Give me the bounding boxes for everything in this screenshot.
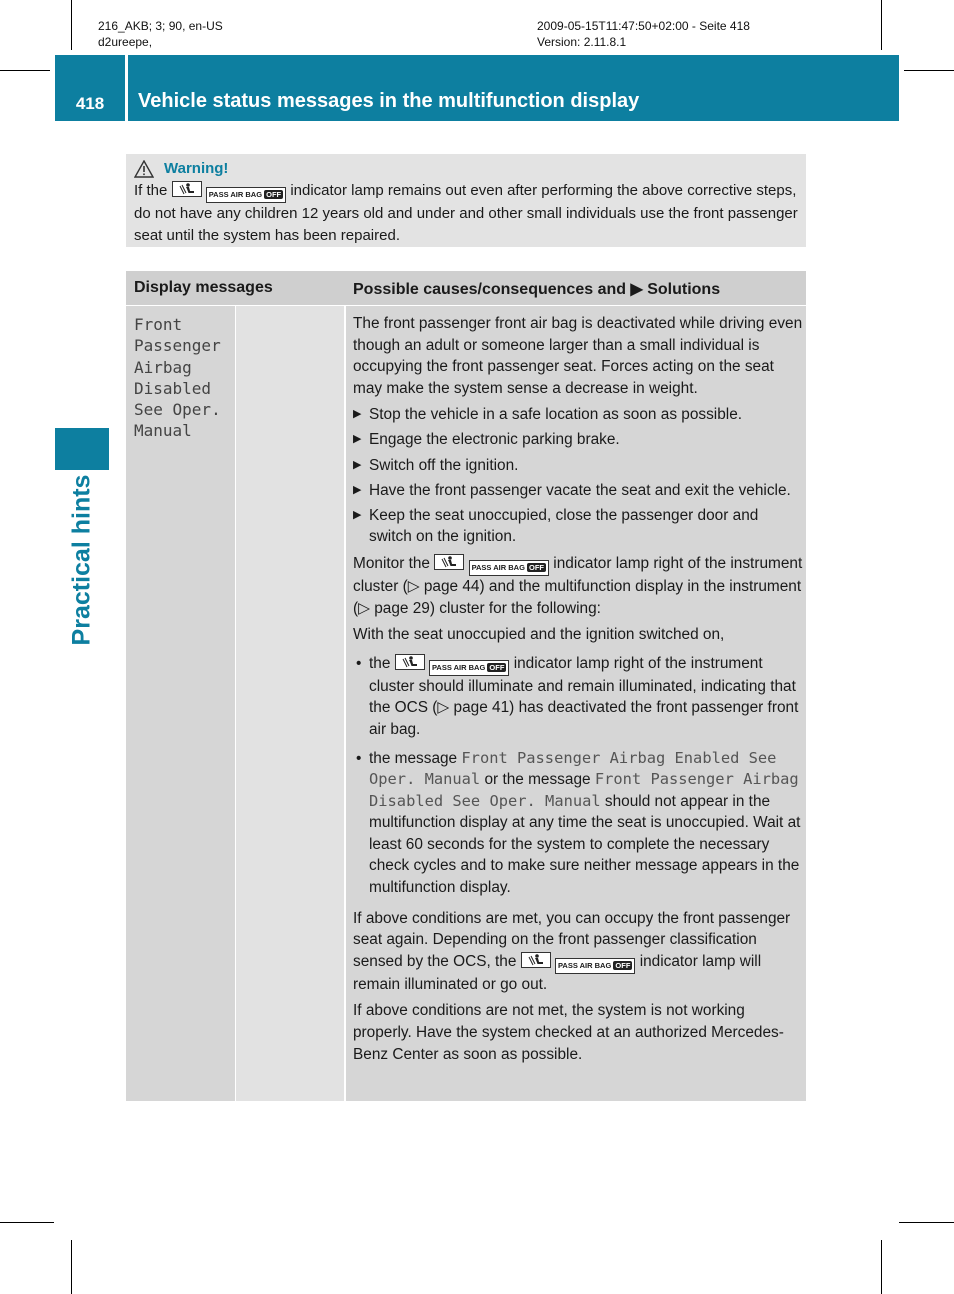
solutions-content: [353, 313, 803, 1070]
step-item: [353, 505, 803, 548]
warning-heading: Warning!: [164, 160, 229, 177]
passenger-seat-icon: [521, 952, 551, 968]
empty-cell: [236, 306, 344, 1101]
display-message-cell: [126, 306, 235, 1101]
condition-bullet: [353, 653, 803, 741]
bullet-dot: •: [356, 749, 362, 767]
pass-airbag-off: OFF: [529, 562, 544, 572]
step-text: Switch off the ignition.: [369, 456, 519, 474]
warning-text-pre: If the: [134, 182, 168, 199]
warning-text: [134, 180, 798, 247]
crop-mark: [71, 1240, 72, 1294]
step-text: Keep the seat unoccupied, close the passenger door and switch on the ignition.: [369, 506, 759, 546]
passenger-seat-icon: [172, 181, 202, 197]
pass-airbag-off-icon: [555, 958, 635, 974]
condition-bullet: [353, 748, 803, 899]
action-triangle-icon: ▶: [353, 483, 362, 496]
warning-box: [126, 154, 806, 247]
crop-mark: [0, 70, 50, 71]
warning-heading-row: [134, 158, 798, 180]
crop-mark: [899, 1222, 954, 1223]
bullet2-b: or the message: [480, 771, 595, 789]
action-triangle-icon: ▶: [353, 508, 362, 521]
intro-paragraph: The front passenger front air bag is deactivated while driving even though an adult or someone larger than a small individual is occupying the front passenger seat. Forces acting on the seat may make the system sense a decrease in weight.: [353, 315, 803, 397]
step-text: Have the front passenger vacate the seat and exit the vehicle.: [369, 481, 791, 499]
bullet2-message-disabled: Front Passenger Airbag Disabled See Oper. Manual: [369, 770, 799, 810]
crop-mark: [904, 70, 954, 71]
pass-airbag-off: OFF: [489, 662, 505, 672]
step-text: Stop the vehicle in a safe location as soon as possible.: [369, 406, 743, 424]
crop-mark: [881, 0, 882, 50]
meta-right-line1: 2009-05-15T11:47:50+02:00 - Seite 418: [537, 19, 750, 33]
header-display-messages: Display messages: [134, 279, 273, 296]
step-text: Engage the electronic parking brake.: [369, 431, 620, 449]
warning-triangle-icon: [134, 160, 154, 178]
crop-mark: [881, 1240, 882, 1294]
step-item: [353, 480, 803, 502]
bullet1-pre: the: [369, 654, 391, 672]
section-tab: [55, 428, 109, 470]
pass-airbag-off-icon: [469, 560, 549, 576]
monitor-paragraph: [353, 553, 803, 619]
met-pre: If above conditions are met, you can occupy the front passenger seat again. Depending on the front passenger classification sensed by the OCS, the: [353, 909, 791, 970]
monitor-post: indicator lamp right of the instrument cluster (▷ page 44) and the multifunction display in the instrument (▷ page 29) cluster for the following:: [353, 554, 803, 617]
warning-text-post: indicator lamp remains out even after performing the above corrective steps, do not have any children 12 years old and under and other small individuals use the front passenger seat until the system has been repaired.: [134, 182, 798, 244]
print-meta-left: [98, 18, 223, 50]
pass-airbag-off: OFF: [266, 190, 282, 199]
bullet1-post: indicator lamp right of the instrument cluster should illuminate and remain illuminated, indicating that the OCS (▷ page 41) has deactivated the front passenger front air bag.: [369, 654, 799, 738]
display-message-text: Front Passenger Airbag Disabled See Oper. Manual: [134, 315, 221, 441]
conditions-intro: With the seat unoccupied and the ignition switched on,: [353, 626, 725, 644]
bullet2-message-enabled: Front Passenger Airbag Enabled See Oper. Manual: [369, 748, 777, 789]
meta-left-line2: d2ureepe,: [98, 35, 153, 49]
header-divider: [125, 55, 128, 121]
crop-mark: [71, 0, 72, 50]
meta-left-line1: 216_AKB; 3; 90, en-US: [98, 19, 223, 33]
crop-mark: [0, 1222, 54, 1223]
page-number: 418: [75, 94, 105, 113]
bullet2-c: should not appear in the multifunction display at any time the seat is unoccupied. Wait at least 60 seconds for the system to complete the necessary check cycles and to make sure neither message appears in the multifunction display.: [369, 792, 801, 897]
table-header-row: [126, 271, 806, 305]
bullet2-a: the message: [369, 749, 462, 767]
conditions-not-met-paragraph: If above conditions are not met, the system is not working properly. Have the system checked at an authorized Mercedes-Benz Center as soon as possible.: [353, 1002, 784, 1063]
pass-airbag-text: PASS AIR BAG: [208, 190, 263, 199]
section-label: Practical hints: [67, 474, 96, 646]
conditions-met-paragraph: [353, 908, 803, 996]
step-item: [353, 404, 803, 426]
pass-airbag-off-icon: [429, 660, 509, 676]
step-item: [353, 455, 803, 477]
met-post: indicator lamp will remain illuminated or go out.: [353, 952, 762, 993]
action-triangle-icon: ▶: [353, 458, 362, 471]
print-meta-right: [537, 18, 750, 50]
passenger-seat-icon: [395, 654, 425, 670]
header-causes-solutions: Possible causes/consequences and ▶ Solutions: [353, 281, 721, 298]
solutions-cell: [346, 306, 806, 1101]
page-title: Vehicle status messages in the multifunction display: [138, 90, 640, 112]
action-triangle-icon: ▶: [353, 408, 362, 421]
action-triangle-icon: ▶: [353, 433, 362, 446]
passenger-seat-icon: [434, 554, 464, 570]
bullet-dot: •: [356, 654, 362, 672]
pass-airbag-text: PASS AIR BAG: [557, 960, 612, 970]
meta-right-line2: Version: 2.11.8.1: [537, 35, 627, 49]
pass-airbag-text: PASS AIR BAG: [471, 562, 525, 572]
monitor-pre: Monitor the: [353, 554, 430, 572]
pass-airbag-off-icon: [206, 187, 286, 203]
pass-airbag-off: OFF: [615, 960, 631, 970]
pass-airbag-text: PASS AIR BAG: [431, 662, 486, 672]
messages-table: [126, 271, 806, 1101]
step-item: [353, 429, 803, 451]
